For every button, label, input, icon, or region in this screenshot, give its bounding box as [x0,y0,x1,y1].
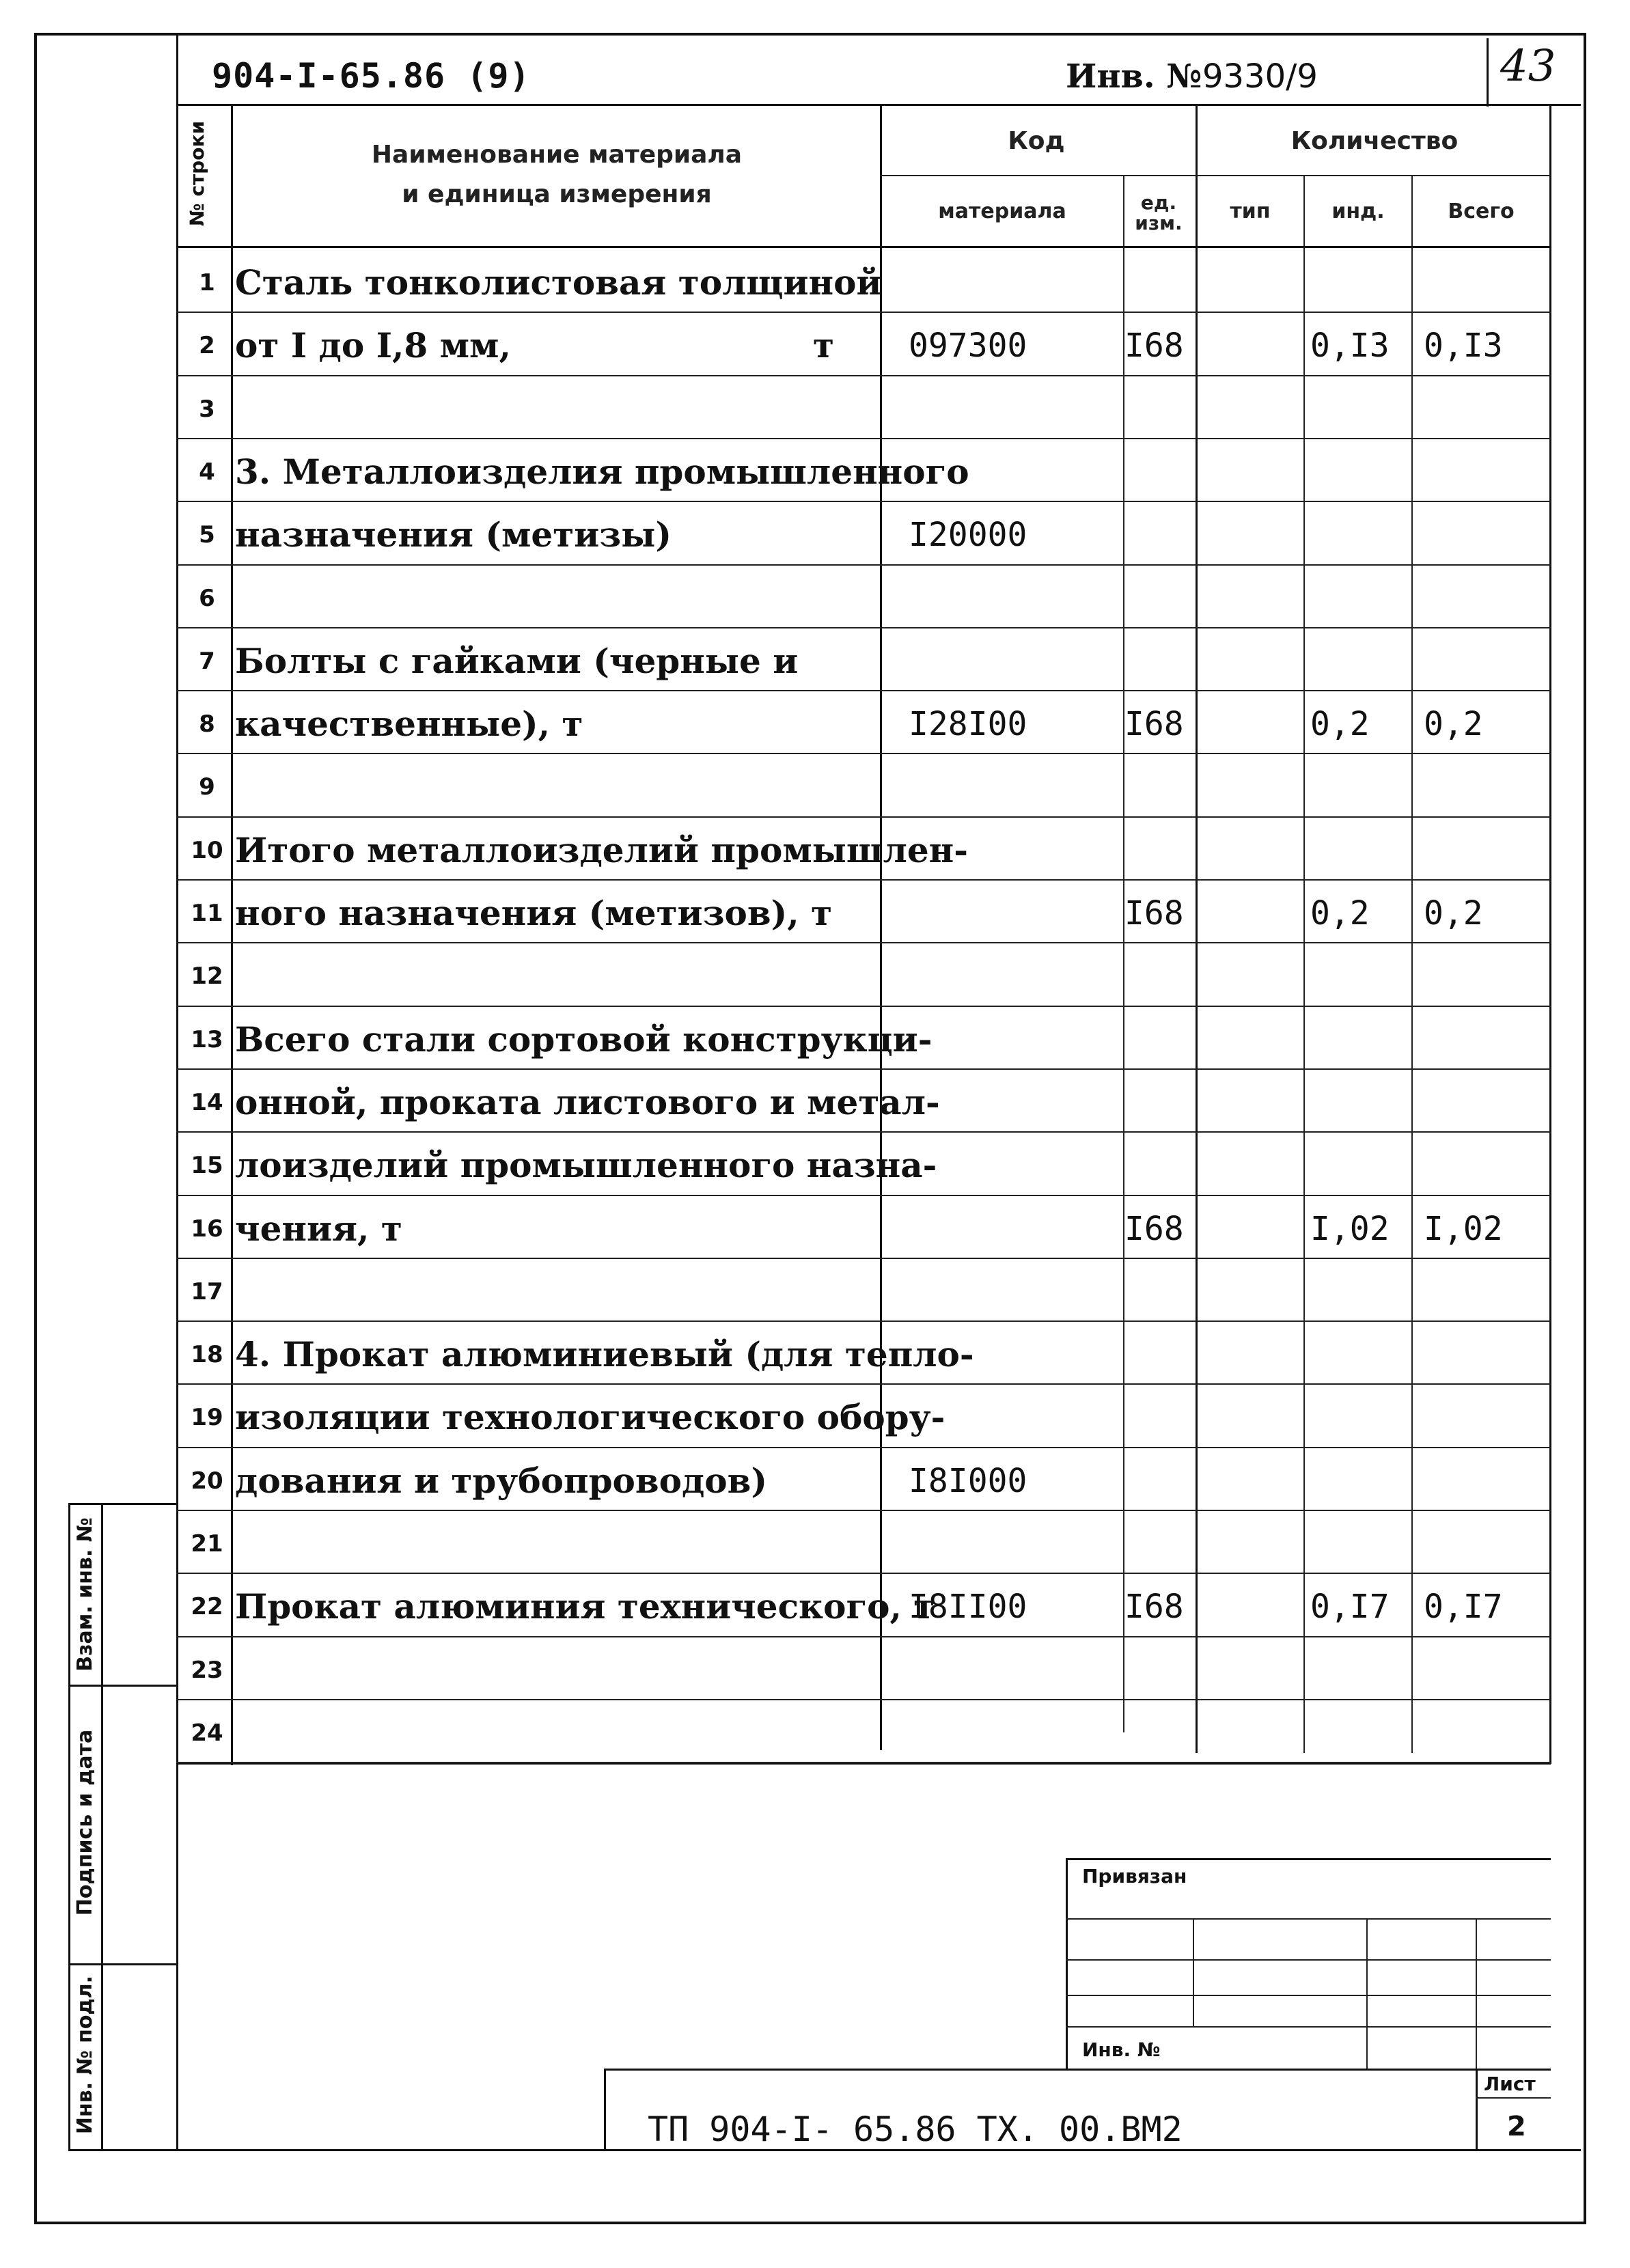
grid-v-code [880,104,882,1750]
material-name: ного назначения (метизов), т [235,893,833,933]
row-number: 3 [199,395,215,423]
row-line [176,1006,1551,1007]
quantity-ind: 0,I7 [1310,1588,1390,1627]
row-number: 8 [199,710,215,738]
quantity-total: 0,2 [1424,705,1483,744]
row-line [176,312,1551,313]
row-line [176,375,1551,376]
row-number: 17 [191,1277,223,1305]
sheet-box-divider [1476,2097,1551,2099]
qty-total-header: Всего [1448,199,1515,223]
row-number: 7 [199,647,215,675]
side-stamp-sign-date: Подпись и дата [73,1729,97,1916]
material-name: Итого металлоизделий промышлен- [235,829,969,870]
material-name: чения, т [235,1208,402,1249]
row-line [176,753,1551,754]
bound-line3 [1066,1995,1551,1996]
row-line [176,1699,1551,1700]
material-name: 4. Прокат алюминиевый (для тепло- [235,1334,974,1375]
qty-ind-header: инд. [1331,199,1385,223]
quantity-total: I,02 [1424,1209,1503,1248]
row-line [176,690,1551,691]
row-line [176,438,1551,439]
row-line [176,1068,1551,1070]
row-number: 15 [191,1152,223,1180]
qty-type-header: тип [1230,199,1271,223]
row-number: 10 [191,836,223,864]
top-strip-line [176,104,1581,106]
grid-v-name [231,104,233,1765]
row-number: 21 [191,1530,223,1558]
row-number: 16 [191,1215,223,1243]
quantity-total: 0,I7 [1424,1588,1503,1627]
inventory-label: Инв. № [1066,57,1202,96]
unit-code: I68 [1124,1588,1184,1627]
row-line [176,1195,1551,1196]
row-line [176,1383,1551,1385]
title-left-line [604,2069,606,2151]
quantity-ind: 0,2 [1310,705,1370,744]
bound-inv-label: Инв. № [1082,2038,1161,2061]
material-name: Болты с гайками (черные и [235,640,799,681]
unit-code: I68 [1124,894,1184,932]
bound-block-left [1066,1858,1068,2070]
code-header: Код [1008,127,1065,155]
quantity-total: 0,I3 [1424,327,1503,365]
material-name: онной, проката листового и метал- [235,1081,940,1122]
row-number-header: № строки [186,120,208,227]
name-header-line1: Наименование материала [371,141,743,169]
quantity-total: 0,2 [1424,894,1483,932]
unit-suffix: т [813,325,834,366]
row-line [176,1131,1551,1133]
row-line [176,879,1551,881]
material-name: 3. Металлоизделия промышленного [235,451,969,492]
row-number: 14 [191,1088,223,1116]
sheet-label: Лист [1484,2073,1536,2095]
row-line [176,1762,1551,1763]
material-code: I8II00 [909,1588,1027,1627]
material-code: I8I000 [909,1461,1027,1500]
bound-line1 [1066,1918,1551,1920]
side-stamp-left [68,1503,70,2149]
grid-v-qty [1196,104,1198,1753]
document-designation: ТП 904-I- 65.86 ТХ. 00.ВМ2 [648,2110,1183,2149]
row-number: 1 [199,269,215,296]
row-line [176,627,1551,628]
page-box-divider [1487,38,1489,107]
row-number: 13 [191,1025,223,1053]
row-number: 6 [199,584,215,612]
code-unit-header-line2: изм. [1135,212,1183,234]
grid-v-right [1549,104,1551,1764]
row-line [176,942,1551,943]
material-name: изоляции технологического обору- [235,1397,945,1438]
row-number: 2 [199,332,215,360]
material-name: Прокат алюминия технического, т [235,1586,935,1627]
sheet-number: 2 [1507,2111,1526,2142]
grid-v-ind [1303,175,1305,1753]
row-number: 4 [199,458,215,486]
side-stamp-vzam-inv: Взам. инв. № [73,1517,97,1672]
row-line [176,564,1551,566]
material-code: I20000 [909,516,1027,555]
material-code: I28I00 [909,705,1027,744]
code-material-header: материала [938,199,1066,223]
name-header-line2: и единица измерения [402,180,712,208]
code-unit-header-line1: ед. [1140,191,1177,214]
row-line [176,1258,1551,1259]
bound-col3 [1476,1918,1477,2070]
bound-col1 [1193,1918,1194,2026]
unit-code: I68 [1124,705,1184,744]
material-name: Всего стали сортовой конструкци- [235,1019,933,1060]
unit-code: I68 [1124,1209,1184,1248]
inventory-number: 9330/9 [1202,57,1318,96]
row-number: 12 [191,963,223,991]
row-line [176,1573,1551,1574]
row-line [176,501,1551,502]
row-number: 5 [199,521,215,549]
header-subline [880,175,1551,176]
quantity-header: Количество [1290,127,1459,155]
doc-number: 904-I-65.86 (9) [212,56,531,96]
material-code: 097300 [909,327,1027,365]
row-number: 19 [191,1404,223,1432]
row-number: 18 [191,1341,223,1369]
row-number: 24 [191,1719,223,1747]
title-top-line [604,2069,1551,2071]
inner-frame-left [176,33,178,2151]
quantity-ind: I,02 [1310,1209,1390,1248]
quantity-ind: 0,I3 [1310,327,1390,365]
grid-v-unit [1123,175,1124,1732]
unit-code: I68 [1124,327,1184,365]
quantity-ind: 0,2 [1310,894,1370,932]
sheet-box-left [1476,2069,1478,2151]
row-line [176,1510,1551,1511]
row-number: 23 [191,1656,223,1684]
page-number-handwritten: 43 [1500,41,1556,92]
row-number: 20 [191,1467,223,1495]
material-name: Сталь тонколистовая толщиной [235,262,882,303]
row-number: 9 [199,773,215,801]
material-name: лоизделий промышленного назна- [235,1145,937,1186]
material-name: от I до I,8 мм, [235,325,511,366]
row-line [176,1636,1551,1637]
side-stamp-divider [101,1503,103,2149]
material-name: назначения (метизы) [235,514,672,555]
bound-block-top [1066,1858,1551,1860]
side-stamp-inv-podl: Инв. № подл. [73,1975,97,2135]
header-bottom [176,246,1551,248]
bound-col2 [1366,1918,1368,2070]
bound-line2 [1066,1959,1551,1961]
grid-v-total [1411,175,1413,1753]
material-name: качественные), т [235,704,583,745]
bound-line4 [1066,2026,1551,2028]
row-number: 11 [191,900,223,927]
row-number: 22 [191,1593,223,1621]
row-line [176,816,1551,818]
row-line [176,1447,1551,1448]
material-name: дования и трубопроводов) [235,1460,768,1501]
bound-label: Привязан [1082,1865,1187,1887]
row-line [176,1320,1551,1322]
inner-frame-bottom [68,2149,1581,2151]
